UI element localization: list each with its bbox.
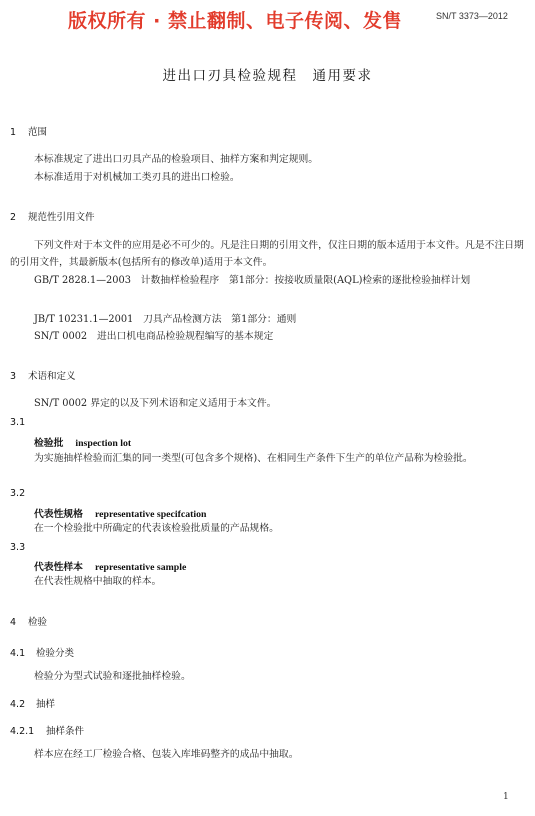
term-en: inspection lot xyxy=(75,438,132,449)
term-3-1-definition: 为实施抽样检验而汇集的同一类型(可包含多个规格)、在相同生产条件下生产的单位产品称为检验批。 xyxy=(34,453,473,464)
section-2-paragraph-1: 下列文件对于本文件的应用是必不可少的。凡是注日期的引用文件，仅注日期的版本适用于本文件。凡是不注日期的引用文件，其最新版本(包括所有的修改单)适用于本文件。 xyxy=(10,240,524,268)
reference-snt-0002: SN/T 0002 进出口机电商品检验规程编写的基本规定 xyxy=(34,331,274,342)
subsection-number: 4.1 xyxy=(10,648,26,659)
subsection-4-2-1-heading xyxy=(10,723,84,737)
subsection-title: 抽样 xyxy=(36,699,56,710)
subsection-4-2-heading xyxy=(10,696,55,710)
subsection-number: 4.2.1 xyxy=(10,726,35,737)
term-3-2-number: 3.2 xyxy=(10,488,26,499)
term-3-1-name xyxy=(34,435,131,449)
reference-gbt-2828: GB/T 2828.1—2003 计数抽样检验程序 第1部分：按接收质量限(AQL)检索的逐批检验抽样计划 xyxy=(34,275,471,286)
term-3-3-name xyxy=(34,559,186,573)
term-cn: 代表性样本 xyxy=(34,562,83,573)
section-number: 1 xyxy=(10,127,17,138)
subsection-4-2-1-paragraph: 样本应在经工厂检验合格、包装入库堆码整齐的成品中抽取。 xyxy=(34,749,299,760)
term-cn: 检验批 xyxy=(34,438,64,449)
document-title: 进出口刃具检验规程 通用要求 xyxy=(162,68,373,84)
term-3-3-number: 3.3 xyxy=(10,542,26,553)
section-4-heading xyxy=(10,614,47,628)
section-number: 2 xyxy=(10,212,17,223)
section-number: 3 xyxy=(10,371,17,382)
standard-code: SN/T 3373—2012 xyxy=(436,11,508,21)
section-1-paragraph-2: 本标准适用于对机械加工类刃具的进出口检验。 xyxy=(34,172,240,183)
subsection-number: 4.2 xyxy=(10,699,26,710)
reference-jbt-10231: JB/T 10231.1—2001 刀具产品检测方法 第1部分：通则 xyxy=(34,314,297,325)
subsection-title: 检验分类 xyxy=(36,648,75,659)
section-2-heading xyxy=(10,209,95,223)
section-1-heading xyxy=(10,124,47,138)
term-3-2-definition: 在一个检验批中所确定的代表该检验批质量的产品规格。 xyxy=(34,523,279,534)
subsection-title: 抽样条件 xyxy=(46,726,85,737)
section-title: 术语和定义 xyxy=(28,371,76,382)
section-title: 规范性引用文件 xyxy=(28,212,95,223)
page-number: 1 xyxy=(503,792,509,802)
copyright-watermark: 版权所有 · 禁止翻制、电子传阅、发售 xyxy=(68,10,402,32)
subsection-4-1-paragraph: 检验分为型式试验和逐批抽样检验。 xyxy=(34,671,191,682)
term-3-3-definition: 在代表性规格中抽取的样本。 xyxy=(34,576,162,587)
section-3-intro: SN/T 0002 界定的以及下列术语和定义适用于本文件。 xyxy=(34,398,277,409)
subsection-4-1-heading xyxy=(10,645,74,659)
term-3-1-number: 3.1 xyxy=(10,417,26,428)
section-3-heading xyxy=(10,368,76,382)
section-1-paragraph-1: 本标准规定了进出口刃具产品的检验项目、抽样方案和判定规则。 xyxy=(34,154,319,165)
section-number: 4 xyxy=(10,617,17,628)
term-en: representative specifcation xyxy=(94,509,207,520)
term-en: representative sample xyxy=(94,562,187,573)
section-title: 检验 xyxy=(28,617,48,628)
term-cn: 代表性规格 xyxy=(34,509,83,520)
term-3-2-name xyxy=(34,506,206,520)
section-title: 范围 xyxy=(28,127,48,138)
